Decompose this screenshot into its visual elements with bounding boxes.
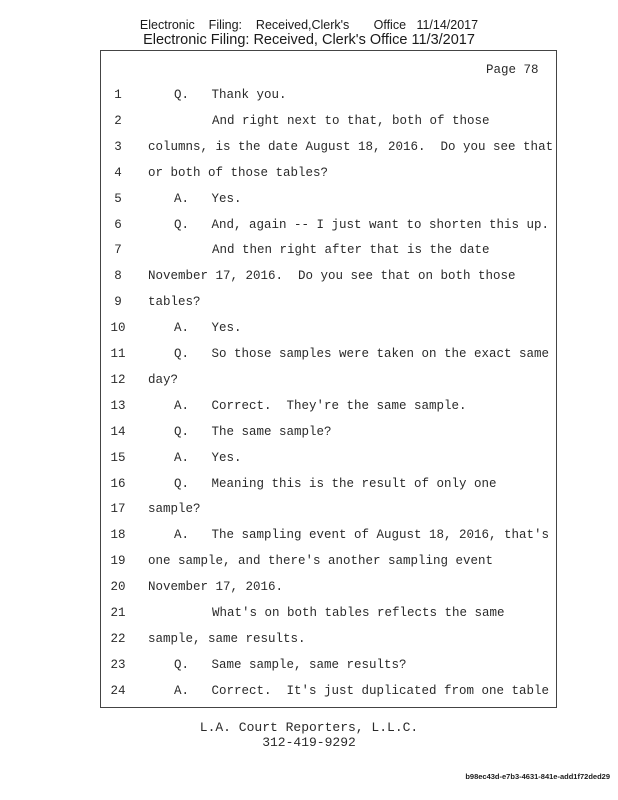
line-number: 8 (114, 269, 122, 284)
transcript-line (0, 580, 618, 600)
line-number: 21 (110, 606, 126, 620)
line-text: Q. Same sample, same results? (174, 657, 407, 672)
transcript-line (0, 477, 618, 497)
line-text: one sample, and there's another sampling event (148, 554, 494, 569)
transcript-line (0, 684, 618, 704)
line-text: And right next to that, both of those (212, 113, 490, 128)
line-number: 7 (114, 243, 122, 258)
filing-stamp-line-2: Electronic Filing: Received, Clerk's Office 11/3/2017 (143, 32, 475, 48)
line-number: 15 (110, 450, 126, 465)
transcript-line (0, 658, 618, 678)
transcript-line (0, 528, 618, 548)
line-number: 4 (114, 165, 122, 180)
line-number: 12 (110, 372, 126, 387)
line-text: sample, same results. (148, 631, 306, 646)
line-number: 18 (110, 528, 126, 543)
line-number: 2 (114, 113, 122, 128)
line-number: 17 (110, 502, 126, 517)
transcript-line (0, 554, 618, 574)
line-number: 1 (114, 88, 122, 102)
line-number: 11 (110, 347, 126, 361)
line-number: 16 (110, 476, 126, 491)
transcript-line (0, 114, 618, 134)
transcript-line (0, 218, 618, 238)
document-hash: b98ec43d-e7b3-4631-841e-add1f72ded29 (465, 772, 610, 781)
line-text: November 17, 2016. Do you see that on both those (148, 269, 516, 284)
line-text: A. The sampling event of August 18, 2016, that's (174, 528, 550, 543)
line-number: 14 (110, 424, 126, 439)
line-number: 22 (110, 631, 126, 646)
line-text: Q. Meaning this is the result of only one (174, 476, 497, 491)
line-number: 24 (110, 683, 126, 698)
reporter-phone: 312-419-9292 (262, 735, 356, 750)
filing-stamp-line-1: Electronic Filing: Received,Clerk's Office 11/14/2017 (139, 18, 479, 32)
line-text: Q. So those samples were taken on the exact same (174, 347, 550, 361)
transcript-line (0, 295, 618, 315)
transcript-line (0, 502, 618, 522)
line-text: columns, is the date August 18, 2016. Do you see that (148, 139, 554, 154)
transcript-line (0, 451, 618, 471)
line-text: A. Yes. (174, 321, 242, 336)
line-text: day? (148, 372, 179, 387)
line-text: or both of those tables? (148, 165, 329, 180)
line-number: 19 (110, 554, 126, 569)
transcript-line (0, 606, 618, 626)
reporter-name: L.A. Court Reporters, L.L.C. (199, 720, 419, 735)
line-text: Q. Thank you. (174, 88, 287, 102)
line-number: 5 (114, 191, 122, 206)
line-number: 10 (110, 321, 126, 336)
line-text: What's on both tables reflects the same (212, 606, 505, 620)
transcript-line (0, 243, 618, 263)
transcript-line (0, 347, 618, 367)
transcript-line (0, 373, 618, 393)
transcript-line (0, 140, 618, 160)
line-number: 3 (114, 139, 122, 154)
line-text: sample? (148, 502, 201, 517)
line-text: Q. And, again -- I just want to shorten this up. (174, 217, 550, 232)
line-number: 20 (110, 580, 126, 595)
transcript-line (0, 399, 618, 419)
transcript-line (0, 88, 618, 108)
line-number: 13 (110, 398, 126, 413)
line-text: And then right after that is the date (212, 243, 490, 258)
line-number: 6 (114, 217, 122, 232)
transcript-line (0, 425, 618, 445)
line-text: A. Correct. It's just duplicated from one table (174, 683, 550, 698)
line-text: tables? (148, 295, 201, 310)
page-number: Page 78 (486, 63, 539, 77)
line-text: November 17, 2016. (148, 580, 284, 595)
line-number: 23 (110, 657, 126, 672)
transcript-line (0, 192, 618, 212)
transcript-line (0, 321, 618, 341)
line-text: A. Yes. (174, 191, 242, 206)
transcript-line (0, 166, 618, 186)
line-number: 9 (114, 295, 122, 310)
line-text: A. Yes. (174, 450, 242, 465)
transcript-line (0, 632, 618, 652)
line-text: A. Correct. They're the same sample. (174, 398, 467, 413)
transcript-line (0, 269, 618, 289)
line-text: Q. The same sample? (174, 424, 332, 439)
